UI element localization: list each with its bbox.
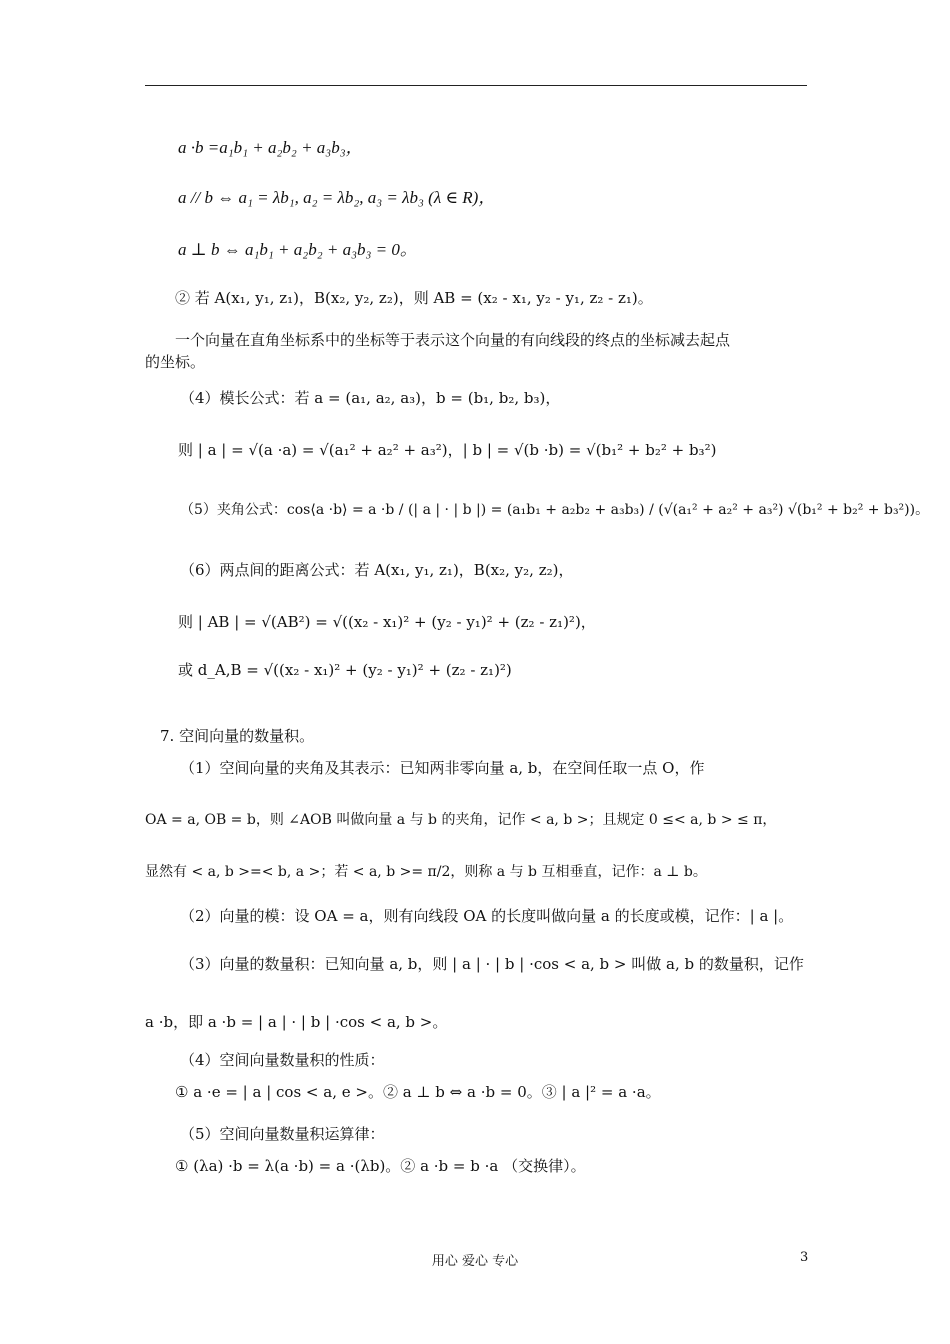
paragraph-coordinate-rule-cont: 的坐标。 (145, 353, 206, 371)
item-3-dot-product-def-cont: a ·b，即 a ·b = | a | · | b | ·cos < a, b >。 (145, 1013, 448, 1031)
item-1-angle-def: （1）空间向量的夹角及其表示：已知两非零向量 a, b，在空间任取一点 O，作 (180, 759, 705, 777)
formula-ab-coordinates: ② 若 A(x₁, y₁, z₁)，B(x₂, y₂, z₂)，则 AB = (x₂ - x₁, y₂ - y₁, z₂ - z₁)。 (175, 289, 653, 307)
formula-magnitude: 则 | a | = √(a ·a) = √(a₁² + a₂² + a₃²)，| b | = √(b ·b) = √(b₁² + b₂² + b₃²) (178, 441, 717, 459)
item-6-distance: （6）两点间的距离公式：若 A(x₁, y₁, z₁)，B(x₂, y₂, z₂)， (180, 561, 574, 579)
formula-parallel: a // b ⇔ a₁ = λb₁, a₂ = λb₂, a₃ = λb₃ (λ ∈ R)， (178, 188, 496, 207)
formula-perpendicular: a ⊥ b ⇔ a₁b₁ + a₂b₂ + a₃b₃ = 0。 (178, 240, 417, 259)
item-4-properties-heading: （4）空间向量数量积的性质： (180, 1051, 385, 1069)
item-4-magnitude: （4）模长公式：若 a = (a₁, a₂, a₃)，b = (b₁, b₂, b₃)， (180, 389, 561, 407)
item-5-angle-formula: （5）夹角公式：cos⟨a ·b⟩ = a ·b / (| a | · | b |) = (a₁b₁ + a₂b₂ + a₃b₃) / (√(a₁² + a₂² + a₃²) √(b₁² + b₂² + b₃²))。 (180, 502, 930, 518)
item-5-laws-heading: （5）空间向量数量积运算律： (180, 1125, 385, 1143)
footer-slogan: 用心 爱心 专心 (431, 1254, 519, 1269)
item-1-perpendicular-def: 显然有 < a, b >=< b, a >；若 < a, b >= π/2，则称 a 与 b 互相垂直，记作：a ⊥ b。 (145, 864, 707, 880)
formula-dot-product: a ·b =a₁b₁ + a₂b₂ + a₃b₃， (178, 138, 363, 157)
properties-list: ① a ·e = | a | cos < a, e >。② a ⊥ b ⇔ a ·b = 0。③ | a |² = a ·a。 (175, 1083, 661, 1101)
item-2-magnitude-def: （2）向量的模：设 OA = a，则有向线段 OA 的长度叫做向量 a 的长度或模，记作：| a |。 (180, 907, 794, 925)
header-rule (145, 85, 807, 86)
laws-list: ① (λa) ·b = λ(a ·b) = a ·(λb)。② a ·b = b ·a （交换律）。 (175, 1157, 586, 1175)
item-3-dot-product-def: （3）向量的数量积：已知向量 a, b，则 | a | · | b | ·cos < a, b > 叫做 a, b 的数量积，记作 (180, 955, 804, 973)
formula-distance-ab: 则 | AB | = √(AB²) = √((x₂ - x₁)² + (y₂ - y₁)² + (z₂ - z₁)²)， (178, 613, 596, 631)
page-number: 3 (800, 1250, 809, 1265)
section-7-heading: 7. 空间向量的数量积。 (160, 727, 315, 745)
formula-distance-d: 或 d_A,B = √((x₂ - x₁)² + (y₂ - y₁)² + (z₂ - z₁)²) (178, 661, 512, 679)
item-1-angle-def-cont: OA = a, OB = b，则 ∠AOB 叫做向量 a 与 b 的夹角，记作 < a, b >；且规定 0 ≤< a, b > ≤ π， (145, 812, 777, 828)
paragraph-coordinate-rule: 一个向量在直角坐标系中的坐标等于表示这个向量的有向线段的终点的坐标减去起点 (175, 331, 731, 349)
